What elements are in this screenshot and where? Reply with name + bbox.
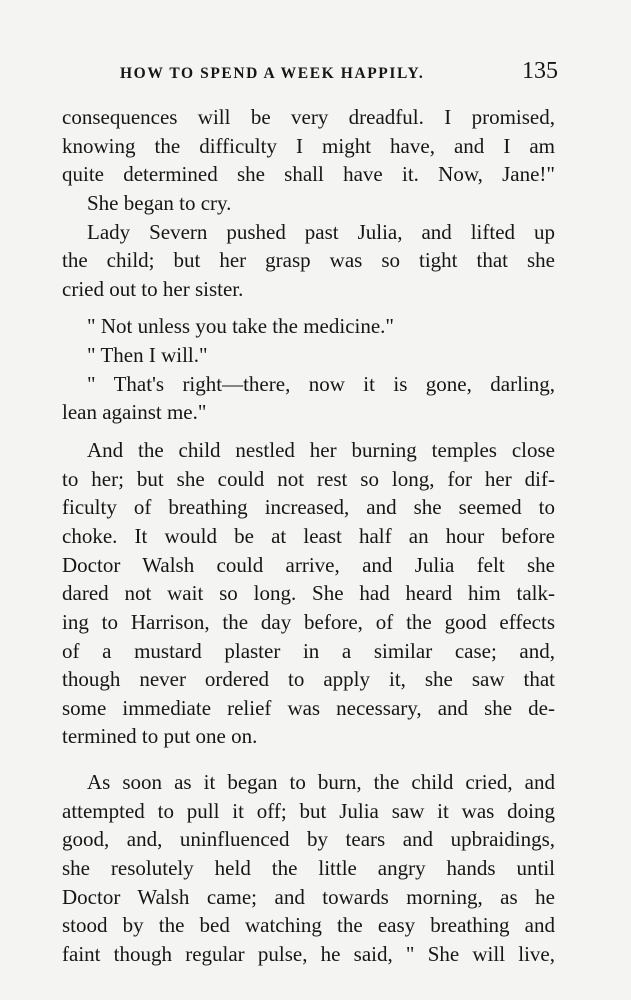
text-line: though never ordered to apply it, she saw that bbox=[62, 667, 555, 692]
running-title: HOW TO SPEND A WEEK HAPPILY. bbox=[120, 65, 425, 82]
page-number: 135 bbox=[522, 58, 558, 84]
text-line: lean against me." bbox=[62, 400, 207, 425]
text-line: knowing the difficulty I might have, and I am bbox=[62, 133, 555, 158]
page-header bbox=[62, 58, 558, 92]
text-line: termined to put one on. bbox=[62, 724, 258, 749]
text-line: ing to Harrison, the day before, of the good effects bbox=[62, 609, 555, 634]
paragraph bbox=[62, 189, 555, 218]
text-line: ficulty of breathing increased, and she seemed to bbox=[62, 495, 555, 520]
paragraph bbox=[62, 768, 555, 968]
text-line: she resolutely held the little angry hands until bbox=[62, 856, 555, 881]
text-line: Doctor Walsh could arrive, and Julia felt she bbox=[62, 552, 555, 577]
text-line: " Not unless you take the medicine." bbox=[87, 314, 394, 339]
paragraph bbox=[62, 370, 555, 427]
text-line: Doctor Walsh came; and towards morning, as he bbox=[62, 884, 555, 909]
text-line: choke. It would be at least half an hour before bbox=[62, 523, 555, 548]
paragraph bbox=[62, 103, 555, 189]
paragraph bbox=[62, 436, 555, 751]
text-line: As soon as it began to burn, the child cried, and bbox=[87, 770, 555, 795]
paragraph bbox=[62, 312, 555, 341]
body-text bbox=[62, 103, 555, 969]
text-line: She began to cry. bbox=[87, 190, 232, 215]
paragraph bbox=[62, 218, 555, 304]
text-line: faint though regular pulse, he said, " She will live, bbox=[62, 941, 555, 966]
text-line: " That's right—there, now it is gone, darling, bbox=[87, 371, 555, 396]
paragraph bbox=[62, 341, 555, 370]
text-line: to her; but she could not rest so long, for her dif- bbox=[62, 466, 555, 491]
text-line: some immediate relief was necessary, and she de- bbox=[62, 695, 555, 720]
text-line: of a mustard plaster in a similar case; and, bbox=[62, 638, 555, 663]
text-line: stood by the bed watching the easy breathing and bbox=[62, 913, 555, 938]
text-line: consequences will be very dreadful. I promised, bbox=[62, 105, 555, 129]
text-line: Lady Severn pushed past Julia, and lifted up bbox=[87, 219, 555, 244]
text-line: dared not wait so long. She had heard him talk- bbox=[62, 581, 555, 606]
text-line: And the child nestled her burning temples close bbox=[87, 438, 555, 463]
text-line: cried out to her sister. bbox=[62, 276, 244, 301]
text-line: " Then I will." bbox=[87, 343, 208, 368]
text-line: quite determined she shall have it. Now, Jane!" bbox=[62, 162, 555, 187]
text-line: good, and, uninfluenced by tears and upbraidings, bbox=[62, 827, 555, 852]
text-line: attempted to pull it off; but Julia saw it was doing bbox=[62, 798, 555, 823]
text-line: the child; but her grasp was so tight that she bbox=[62, 248, 555, 273]
